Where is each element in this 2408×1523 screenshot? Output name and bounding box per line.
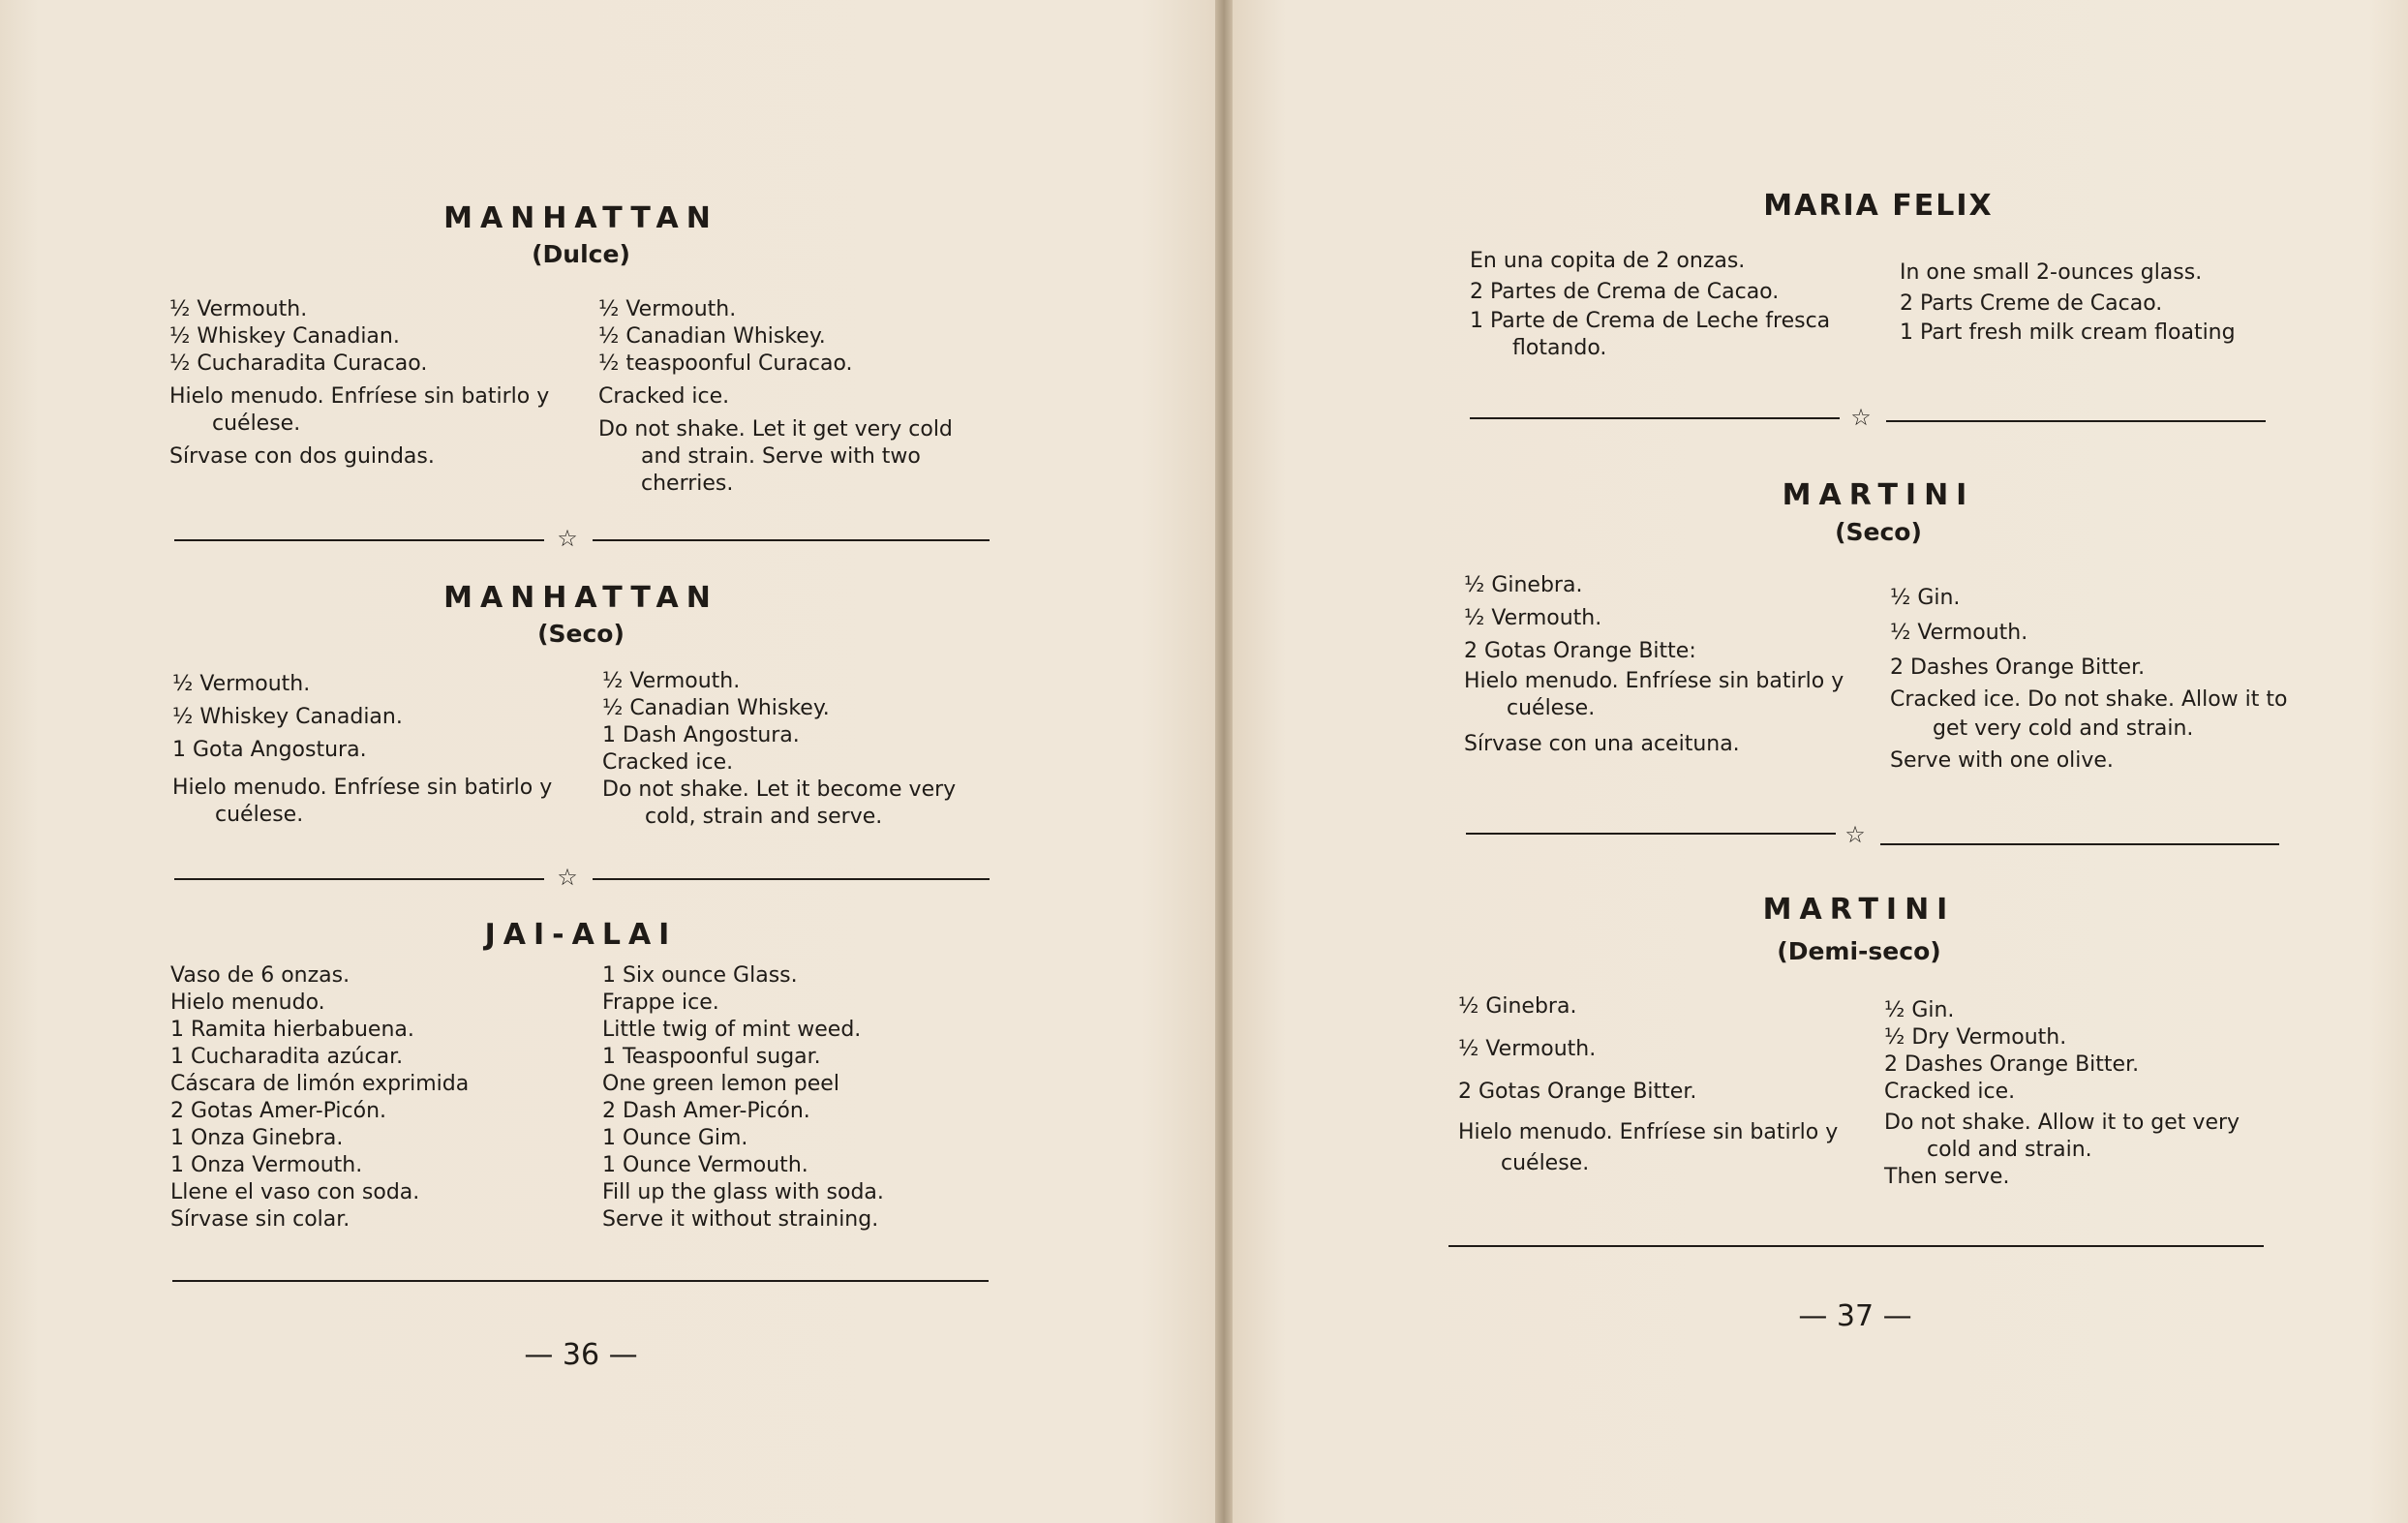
ingredient-line: 1 Onza Ginebra. bbox=[170, 1126, 344, 1150]
ingredient-line: ½ Ginebra. bbox=[1464, 573, 1583, 597]
ingredient-line: ½ Vermouth. bbox=[1464, 606, 1602, 630]
recipe-subtitle-seco: (Seco) bbox=[537, 620, 625, 648]
ingredient-line: One green lemon peel bbox=[602, 1072, 839, 1096]
bottom-rule bbox=[172, 1280, 989, 1282]
ingredient-line: ½ Whiskey Canadian. bbox=[169, 324, 400, 349]
ingredient-line: ½ Vermouth. bbox=[1458, 1037, 1597, 1061]
ingredient-line: 2 Parts Creme de Cacao. bbox=[1900, 291, 2163, 316]
ingredient-line: Sírvase sin colar. bbox=[170, 1207, 351, 1232]
instruction-line: Cracked ice. bbox=[598, 384, 730, 409]
ingredient-line: Hielo menudo. bbox=[170, 990, 325, 1015]
ingredient-line: 2 Gotas Orange Bitte: bbox=[1464, 639, 1696, 663]
ingredient-line: Cracked ice. bbox=[1884, 1080, 2016, 1104]
recipe-spanish-maria-felix bbox=[1470, 246, 1838, 362]
recipe-english-manhattan-seco bbox=[602, 668, 999, 831]
recipe-title-manhattan-dulce: MANHATTAN bbox=[443, 201, 718, 235]
star-ornament-icon: ☆ bbox=[1844, 821, 1866, 848]
ingredient-line: 2 Partes de Crema de Cacao. bbox=[1470, 280, 1780, 304]
ingredient-line: 1 Teaspoonful sugar. bbox=[602, 1045, 821, 1069]
page-number: — 37 — bbox=[1798, 1299, 1912, 1333]
ingredient-line: 2 Dashes Orange Bitter. bbox=[1884, 1052, 2140, 1077]
recipe-spanish-manhattan-dulce bbox=[169, 296, 566, 471]
ingredient-line: ½ Gin. bbox=[1884, 998, 1955, 1022]
ingredient-line: 2 Dash Amer-Picón. bbox=[602, 1099, 810, 1123]
recipe-spanish-jai-alai bbox=[170, 962, 577, 1234]
recipe-english-jai-alai bbox=[602, 962, 1009, 1234]
divider-rule bbox=[593, 878, 990, 880]
ingredient-line: ½ Cucharadita Curacao. bbox=[169, 351, 428, 376]
ingredient-line: ½ Vermouth. bbox=[598, 297, 737, 321]
ingredient-line: 1 Dash Angostura. bbox=[602, 723, 800, 747]
recipe-subtitle-dulce: (Dulce) bbox=[532, 240, 630, 268]
ingredient-line: En una copita de 2 onzas. bbox=[1470, 249, 1746, 273]
instruction-line: Hielo menudo. Enfríese sin batirlo y cuélese. bbox=[172, 776, 553, 827]
recipe-english-maria-felix bbox=[1900, 258, 2287, 347]
ingredient-line: ½ Canadian Whiskey. bbox=[602, 696, 830, 720]
ingredient-line: ½ Vermouth. bbox=[1890, 621, 2028, 645]
ingredient-line: 2 Gotas Amer-Picón. bbox=[170, 1099, 387, 1123]
star-ornament-icon: ☆ bbox=[1850, 404, 1872, 431]
recipe-subtitle-demi-seco: (Demi-seco) bbox=[1777, 937, 1941, 965]
ingredient-line: Frappe ice. bbox=[602, 990, 719, 1015]
instruction-line: Sírvase con dos guindas. bbox=[169, 444, 435, 469]
ingredient-line: 1 Six ounce Glass. bbox=[602, 963, 798, 988]
divider-rule bbox=[174, 878, 544, 880]
ingredient-line: 1 Ramita hierbabuena. bbox=[170, 1018, 414, 1042]
recipe-spanish-martini-demi-seco bbox=[1458, 986, 1845, 1179]
ingredient-line: 1 Ounce Gim. bbox=[602, 1126, 748, 1150]
instruction-line: Hielo menudo. Enfríese sin batirlo y cuélese. bbox=[1458, 1120, 1839, 1175]
ingredient-line: 1 Cucharadita azúcar. bbox=[170, 1045, 404, 1069]
ingredient-line: Llene el vaso con soda. bbox=[170, 1180, 420, 1204]
ingredient-line: 2 Dashes Orange Bitter. bbox=[1890, 655, 2146, 680]
recipe-title-martini-seco: MARTINI bbox=[1782, 478, 1975, 512]
ingredient-line: ½ Gin. bbox=[1890, 586, 1961, 610]
recipe-title-manhattan-seco: MANHATTAN bbox=[443, 581, 718, 615]
ingredient-line: Serve it without straining. bbox=[602, 1207, 879, 1232]
recipe-spanish-manhattan-seco bbox=[172, 668, 569, 829]
ingredient-line: ½ Dry Vermouth. bbox=[1884, 1025, 2067, 1050]
instruction-line: Cracked ice. Do not shake. Allow it to get very cold and strain. bbox=[1890, 687, 2288, 741]
ingredient-line: Fill up the glass with soda. bbox=[602, 1180, 884, 1204]
divider-rule bbox=[1880, 843, 2279, 845]
star-ornament-icon: ☆ bbox=[557, 525, 578, 552]
recipe-subtitle-seco: (Seco) bbox=[1835, 518, 1922, 546]
ingredient-line: ½ Vermouth. bbox=[172, 672, 311, 696]
ingredient-line: ½ Whiskey Canadian. bbox=[172, 705, 403, 729]
divider-rule bbox=[174, 539, 544, 541]
ingredient-line: ½ Canadian Whiskey. bbox=[598, 324, 826, 349]
ingredient-line: ½ teaspoonful Curacao. bbox=[598, 351, 853, 376]
instruction-line: Hielo menudo. Enfríese sin batirlo y cuélese. bbox=[1464, 669, 1844, 720]
recipe-spanish-martini-seco bbox=[1464, 569, 1851, 761]
bottom-rule bbox=[1448, 1245, 2264, 1247]
ingredient-line: ½ Vermouth. bbox=[602, 669, 741, 693]
ingredient-line: ½ Ginebra. bbox=[1458, 994, 1577, 1019]
book-gutter bbox=[1215, 0, 1233, 1523]
ingredient-line: ½ Vermouth. bbox=[169, 297, 308, 321]
ingredient-line: In one small 2-ounces glass. bbox=[1900, 260, 2203, 285]
recipe-title-martini-demi-seco: MARTINI bbox=[1762, 893, 1956, 927]
ingredient-line: Vaso de 6 onzas. bbox=[170, 963, 351, 988]
ingredient-line: Little twig of mint weed. bbox=[602, 1018, 862, 1042]
instruction-line: Do not shake. Allow it to get very cold and strain. bbox=[1884, 1111, 2240, 1162]
divider-rule bbox=[593, 539, 990, 541]
divider-rule bbox=[1886, 420, 2266, 422]
instruction-line: Sírvase con una aceituna. bbox=[1464, 732, 1740, 756]
divider-rule bbox=[1466, 833, 1836, 835]
ingredient-line: 1 Gota Angostura. bbox=[172, 738, 367, 762]
instruction-line: Do not shake. Let it become very cold, strain and serve. bbox=[602, 777, 957, 829]
ingredient-line: Cáscara de limón exprimida bbox=[170, 1072, 470, 1096]
recipe-title-maria-felix: MARIA FELIX bbox=[1763, 189, 1994, 223]
ingredient-line: 1 Parte de Crema de Leche fresca flotando. bbox=[1470, 309, 1831, 360]
page-number: — 36 — bbox=[524, 1338, 638, 1372]
instruction-line: Do not shake. Let it get very cold and strain. Serve with two cherries. bbox=[598, 417, 953, 496]
recipe-english-manhattan-dulce bbox=[598, 296, 995, 498]
ingredient-line: 1 Part fresh milk cream floating bbox=[1900, 320, 2236, 345]
ingredient-line: 1 Ounce Vermouth. bbox=[602, 1153, 808, 1177]
ingredient-line: Cracked ice. bbox=[602, 750, 734, 775]
instruction-line: Hielo menudo. Enfríese sin batirlo y cuélese. bbox=[169, 384, 550, 436]
recipe-english-martini-demi-seco bbox=[1884, 997, 2281, 1191]
instruction-line: Then serve. bbox=[1884, 1165, 2010, 1189]
divider-rule bbox=[1470, 417, 1840, 419]
recipe-english-martini-seco bbox=[1890, 581, 2297, 778]
recipe-title-jai-alai: JAI-ALAI bbox=[484, 918, 678, 952]
ingredient-line: 1 Onza Vermouth. bbox=[170, 1153, 363, 1177]
star-ornament-icon: ☆ bbox=[557, 864, 578, 891]
ingredient-line: 2 Gotas Orange Bitter. bbox=[1458, 1080, 1697, 1104]
instruction-line: Serve with one olive. bbox=[1890, 748, 2114, 773]
